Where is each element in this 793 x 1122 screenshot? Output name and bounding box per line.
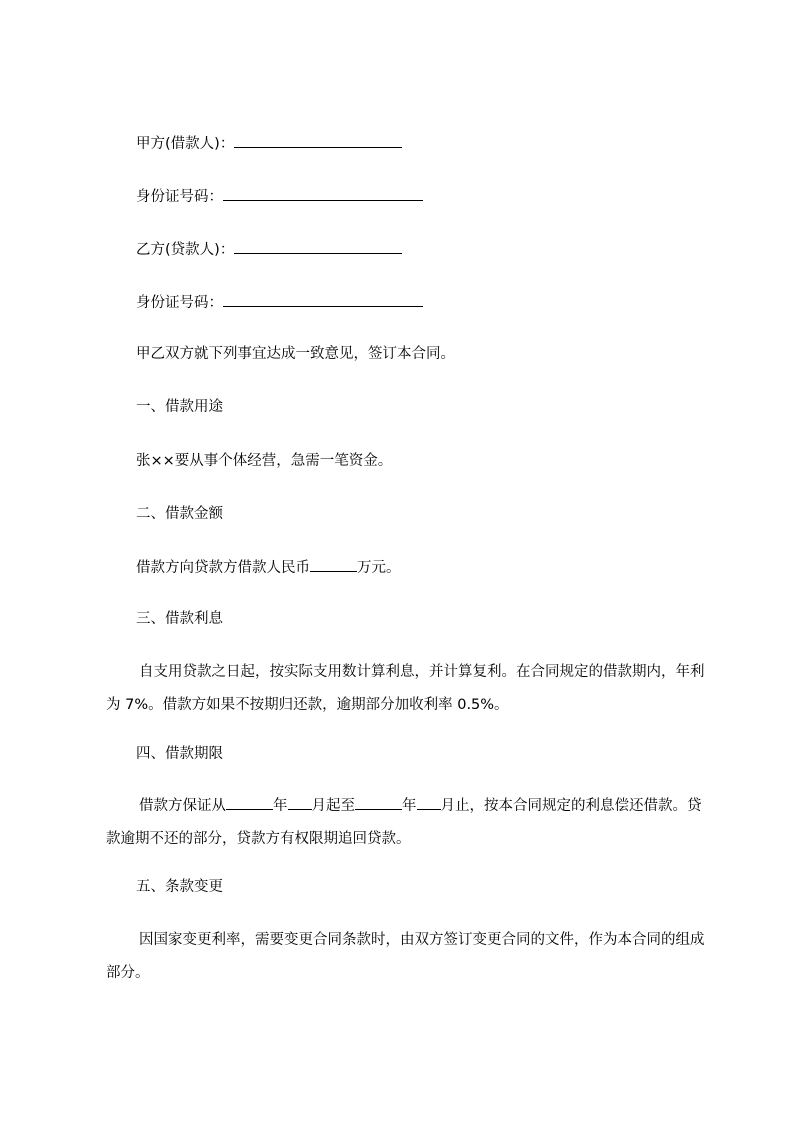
section-5-title: 五、条款变更 <box>136 879 223 895</box>
section-4-text-4: 年 <box>402 798 417 814</box>
section-3-title: 三、借款利息 <box>136 611 223 627</box>
section-5-body-text: 因国家变更利率，需要变更合同条款时，由双方签订变更合同的文件，作为本合同的组成部分。 <box>106 932 705 981</box>
party-a-id-blank <box>223 186 423 201</box>
section-1-body: 张××要从事个体经营，急需一笔资金。 <box>136 453 393 469</box>
section-4-text-2: 年 <box>273 798 288 814</box>
party-a-line <box>136 133 402 153</box>
section-4-title: 四、借款期限 <box>136 746 223 762</box>
party-b-id-label: 身份证号码： <box>136 295 223 311</box>
party-a-id-label: 身份证号码： <box>136 189 223 205</box>
section-4-body <box>106 790 706 856</box>
amount-blank <box>310 557 357 572</box>
section-3-body <box>106 656 706 722</box>
section-4-text-5: 月止，按本合同规定的利息偿还借款。贷款逾期不还的部分，贷款方有权限期追回贷款。 <box>106 798 702 847</box>
section-2-body-pre: 借款方向贷款方借款人民币 <box>136 560 310 576</box>
section-4-text-1: 借款方保证从 <box>139 798 226 814</box>
section-2-title: 二、借款金额 <box>136 506 223 522</box>
start-year-blank <box>226 795 273 810</box>
section-5-body <box>106 924 706 990</box>
start-month-blank <box>288 795 312 810</box>
party-b-line <box>136 239 402 259</box>
section-2-body <box>136 557 401 577</box>
intro-text: 甲乙双方就下列事宜达成一致意见，签订本合同。 <box>136 346 455 362</box>
section-1-title: 一、借款用途 <box>136 399 223 415</box>
party-b-id-line <box>136 292 423 312</box>
party-b-id-blank <box>223 292 423 307</box>
party-b-blank <box>234 239 402 254</box>
end-year-blank <box>355 795 402 810</box>
section-2-body-post: 万元。 <box>357 560 401 576</box>
section-3-body-text: 自支用贷款之日起，按实际支用数计算利息，并计算复利。在合同规定的借款期内，年利为 7%。借款方如果不按期归还款，逾期部分加收利率 0.5%。 <box>106 664 705 713</box>
section-4-text-3: 月起至 <box>311 798 355 814</box>
party-a-label: 甲方(借款人)： <box>136 136 235 152</box>
end-month-blank <box>417 795 441 810</box>
party-a-id-line <box>136 186 423 206</box>
party-b-label: 乙方(贷款人)： <box>136 242 235 258</box>
party-a-blank <box>234 133 402 148</box>
